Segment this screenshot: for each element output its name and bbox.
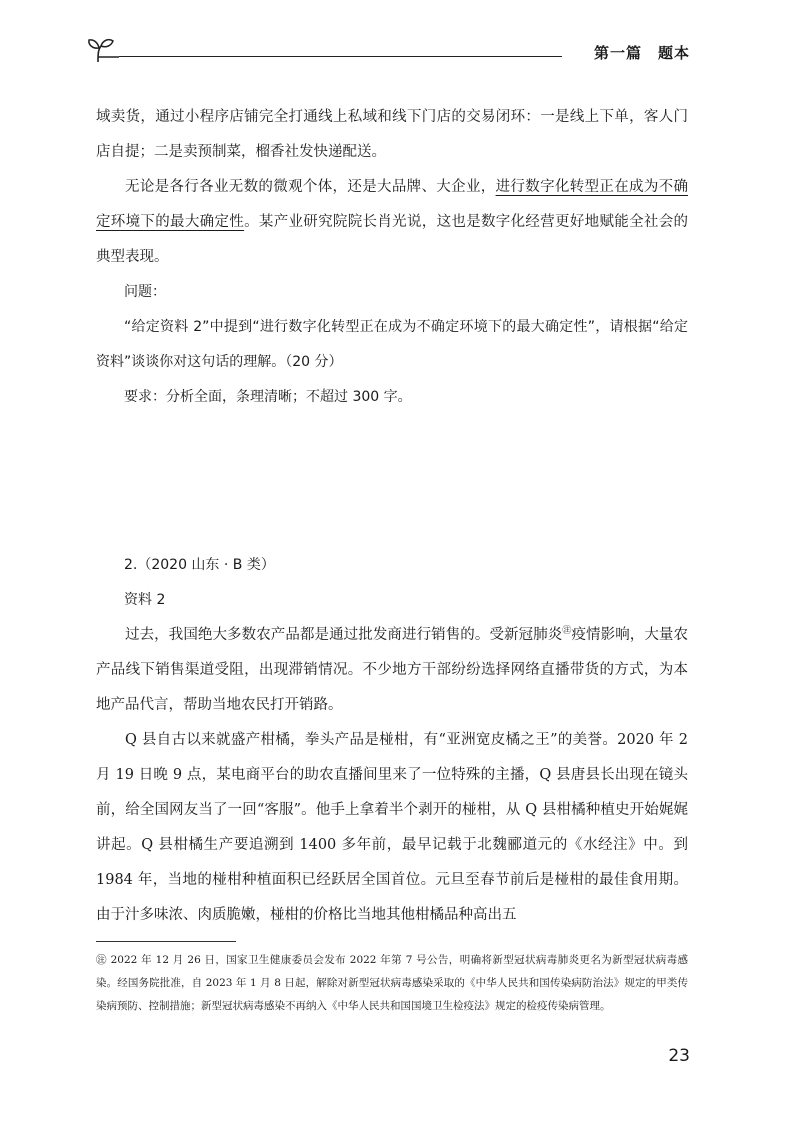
material-label: 资料 2 bbox=[124, 592, 166, 608]
paragraph-digital-transformation: 无论是各行各业无数的微观个体，还是大品牌、大企业，进行数字化转型正在成为不确定环境下的最大确定性。某产业研究院院长肖光说，这也是数字化经营更好地赋能全社会的典型表现。 bbox=[96, 179, 689, 265]
footnote: ㊟ 2022 年 12 月 26 日，国家卫生健康委员会发布 2022 年第 7 号公告，明确将新型冠状病毒肺炎更名为新型冠状病毒感染。经国务院批准，自 2023 年 1 月 8 日起，解除对新型冠状病毒感染采取的《中华人民共和国传染病防治法》规定的甲类传染病预防、控制措施；新型冠状病毒感染不再纳入《中华人民共和国国境卫生检疫法》规定的检疫传染病管理。 bbox=[96, 954, 688, 1012]
paragraph-q-county: Q 县自古以来就盛产柑橘，拳头产品是椪柑，有“亚洲宽皮橘之王”的美誉。2020 年 2 月 19 日晚 9 点，某电商平台的助农直播间里来了一位特殊的主播，Q 县唐县长出现在镜头前，给全国网友当了一回“客服”。他手上拿着半个剥开的椪柑，从 Q 县柑橘种植史开始娓娓讲起。Q 县柑橘生产要追溯到 1400 多年前，最早记载于北魏郦道元的《水经注》中。到 1984 年，当地的椪柑种植面积已经跃居全国首位。元旦至春节前后是椪柑的最佳食用期。由于汁多味浓、肉质脆嫩，椪柑的价格比当地其他柑橘品种高出五 bbox=[96, 732, 688, 923]
page-header bbox=[85, 36, 690, 66]
section-heading: 2.（2020 山东 · B 类） bbox=[124, 557, 275, 573]
underlined-key-sentence: 进行数字化转型正在成为不确定环境下的最大确定性 bbox=[96, 179, 689, 230]
requirement-text: 要求：分析全面，条理清晰；不超过 300 字。 bbox=[124, 389, 412, 405]
top-continuation bbox=[96, 100, 688, 415]
question-text: “给定资料 2”中提到“进行数字化转型正在成为不确定环境下的最大确定性”，请根据“给定资料”谈谈你对这句话的理解。（20 分） bbox=[96, 319, 688, 370]
paragraph-continued: 域卖货，通过小程序店铺完全打通线上私域和线下门店的交易闭环：一是线上下单，客人门店自提；二是卖预制菜，榴香社发快递配送。 bbox=[96, 109, 688, 160]
sprout-icon bbox=[85, 36, 119, 64]
section-2 bbox=[96, 548, 688, 933]
footnote-marker: ㊟ bbox=[562, 626, 572, 637]
footnote-rule bbox=[96, 941, 236, 942]
page-number: 23 bbox=[668, 1046, 690, 1066]
question-label: 问题： bbox=[124, 284, 166, 300]
section-title: 第一篇 题本 bbox=[593, 44, 690, 62]
paragraph-agri-sales: 过去，我国绝大多数农产品都是通过批发商进行销售的。受新冠肺炎㊟疫情影响，大量农产品线下销售渠道受阻，出现滞销情况。不少地方干部纷纷选择网络直播带货的方式，为本地产品代言，帮助当地农民打开销路。 bbox=[96, 626, 689, 713]
header-rule bbox=[119, 56, 562, 57]
